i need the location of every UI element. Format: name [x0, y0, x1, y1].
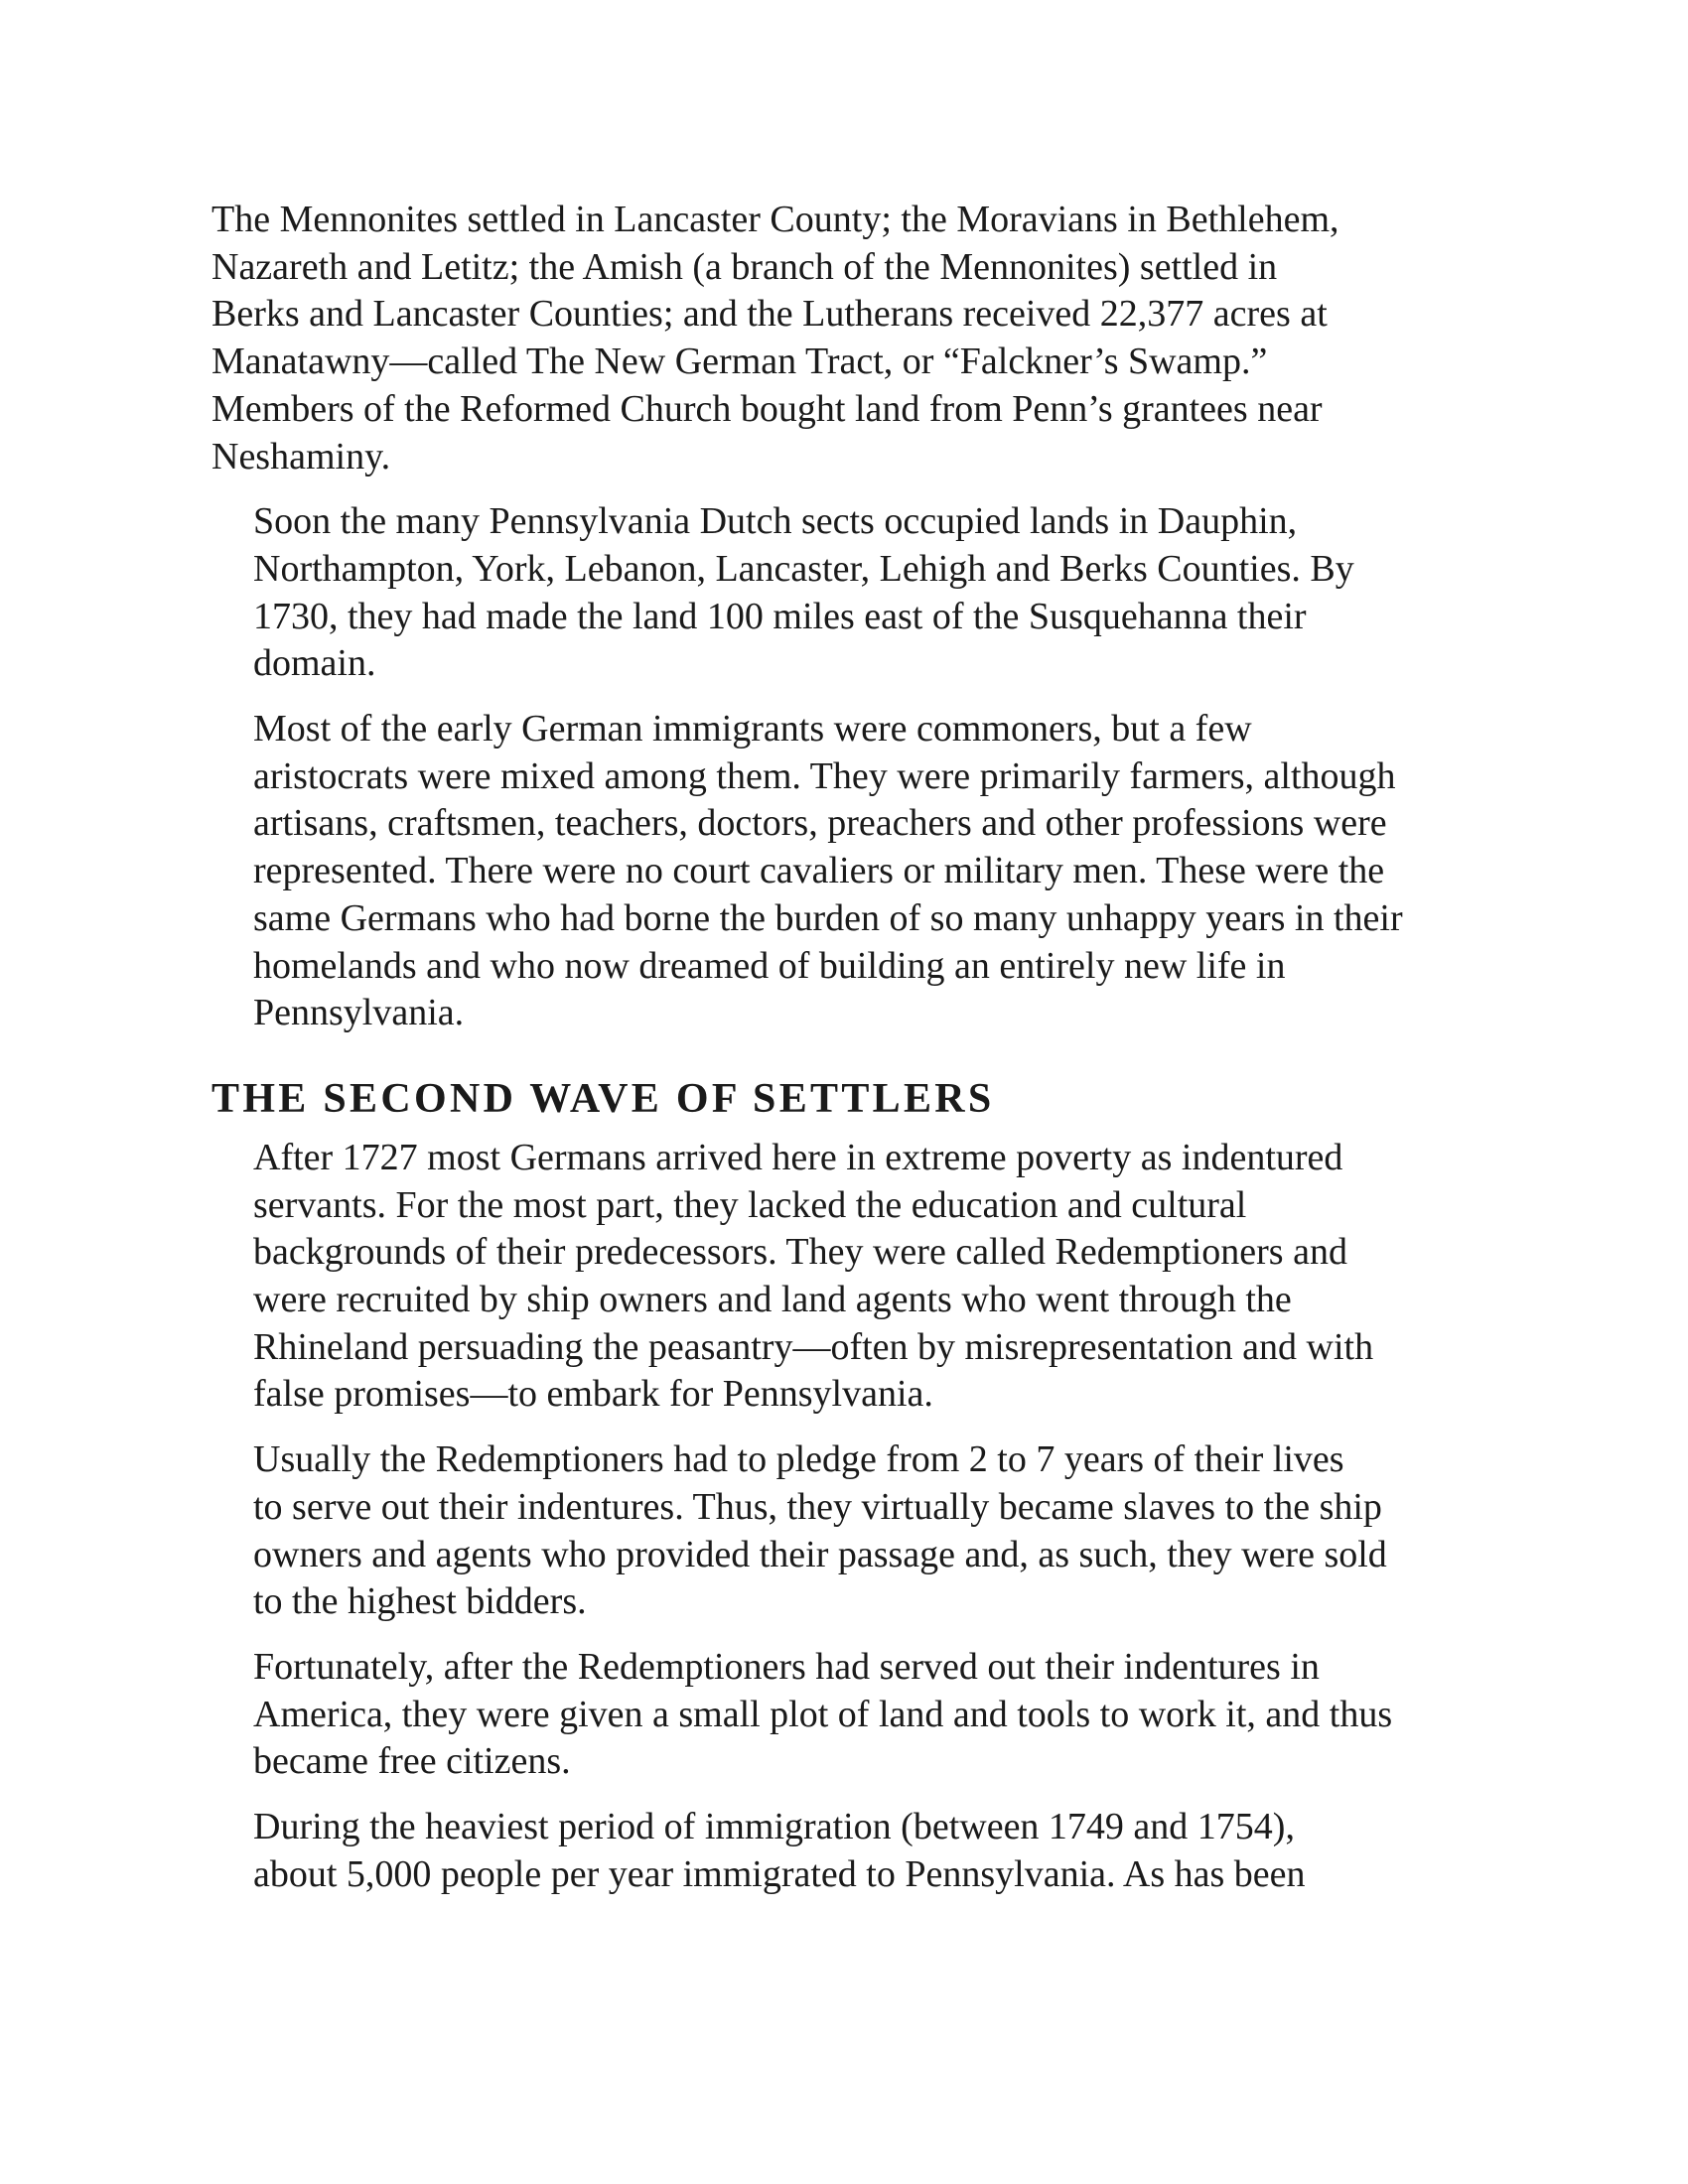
text-line: to serve out their indentures. Thus, they virtually became slaves to the ship: [253, 1485, 1382, 1528]
text-line: The Mennonites settled in Lancaster County; the Moravians in Bethlehem,: [211, 199, 1339, 240]
text-line: Fortunately, after the Redemptioners had served out their indentures in: [253, 1645, 1320, 1688]
text-line: America, they were given a small plot of land and tools to work it, and thus: [253, 1693, 1393, 1735]
text-line: Neshaminy.: [211, 435, 391, 478]
text-line: homelands and who now dreamed of building an entirely new life in: [253, 944, 1286, 987]
document-page: [211, 197, 1492, 1917]
text-line: 1730, they had made the land 100 miles east of the Susquehanna their: [253, 595, 1307, 637]
section-second-wave: [211, 1135, 1492, 1899]
text-line: were recruited by ship owners and land agents who went through the: [253, 1279, 1292, 1321]
body-paragraph: [211, 1135, 1492, 1419]
section-intro: [211, 197, 1492, 1037]
text-line: to the highest bidders.: [253, 1580, 587, 1623]
text-line: Berks and Lancaster Counties; and the Lutherans received 22,377 acres at: [211, 293, 1328, 336]
text-line: false promises—to embark for Pennsylvania.: [253, 1373, 933, 1416]
text-line: Manatawny—called The New German Tract, or “Falckner’s Swamp.”: [211, 341, 1268, 383]
body-paragraph: [211, 1436, 1492, 1626]
text-line: Most of the early German immigrants were commoners, but a few: [253, 708, 1252, 751]
body-paragraph: [211, 1644, 1492, 1786]
body-paragraph: [211, 706, 1492, 1037]
text-line: Pennsylvania.: [253, 992, 465, 1034]
text-line: backgrounds of their predecessors. They were called Redemptioners and: [253, 1231, 1347, 1274]
body-paragraph: [211, 498, 1492, 688]
text-line: artisans, craftsmen, teachers, doctors, preachers and other professions were: [253, 802, 1387, 845]
text-line: servants. For the most part, they lacked the education and cultural: [253, 1183, 1247, 1226]
text-line: represented. There were no court cavaliers or military men. These were the: [253, 850, 1385, 892]
text-line: Soon the many Pennsylvania Dutch sects occupied lands in Dauphin,: [253, 500, 1298, 543]
body-paragraph: [211, 197, 1492, 480]
text-line: same Germans who had borne the burden of so many unhappy years in their: [253, 896, 1403, 939]
text-line: Nazareth and Letitz; the Amish (a branch of the Mennonites) settled in: [211, 245, 1278, 288]
text-line: Rhineland persuading the peasantry—often by misrepresentation and with: [253, 1325, 1374, 1368]
section-heading: THE SECOND WAVE OF SETTLERS: [211, 1075, 995, 1122]
body-paragraph: [211, 1804, 1492, 1898]
text-line: domain.: [253, 642, 376, 685]
text-line: aristocrats were mixed among them. They were primarily farmers, although: [253, 754, 1396, 797]
text-line: Usually the Redemptioners had to pledge from 2 to 7 years of their lives: [253, 1438, 1344, 1481]
text-line: Northampton, York, Lebanon, Lancaster, Lehigh and Berks Counties. By: [253, 547, 1354, 590]
text-line: became free citizens.: [253, 1740, 571, 1783]
text-line: about 5,000 people per year immigrated to Pennsylvania. As has been: [253, 1852, 1306, 1895]
text-line: Members of the Reformed Church bought land from Penn’s grantees near: [211, 387, 1323, 430]
text-line: During the heaviest period of immigration (between 1749 and 1754),: [253, 1806, 1295, 1848]
text-line: After 1727 most Germans arrived here in extreme poverty as indentured: [253, 1136, 1343, 1178]
text-line: owners and agents who provided their passage and, as such, they were sold: [253, 1533, 1387, 1575]
